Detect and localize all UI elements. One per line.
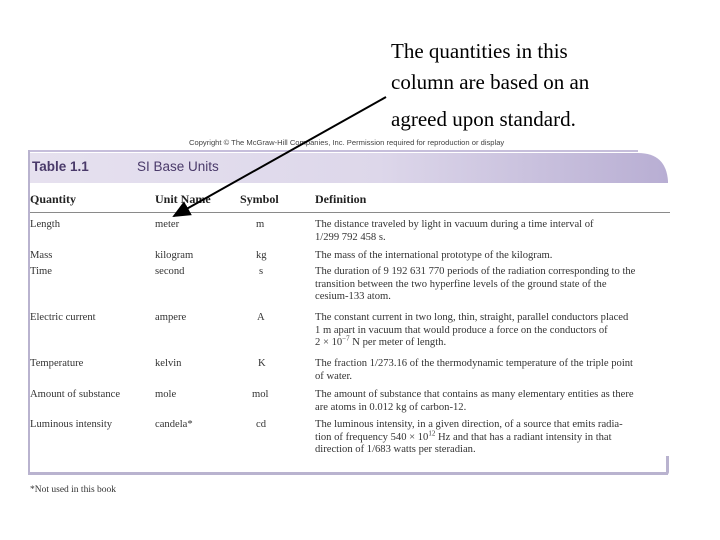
cell-symbol: kg xyxy=(256,250,267,261)
definition-line: of water. xyxy=(315,370,353,382)
cell-quantity: Temperature xyxy=(30,358,84,369)
callout-line-1: The quantities in this xyxy=(391,39,568,63)
cell-symbol: m xyxy=(256,219,265,230)
definition-line: 1 m apart in vacuum that would produce a force on the conductors of xyxy=(315,324,608,336)
callout-line-3: agreed upon standard. xyxy=(391,107,576,131)
cell-unit: kelvin xyxy=(155,358,182,369)
definition-line: The distance traveled by light in vacuum during a time interval of xyxy=(315,219,594,230)
copyright-notice: Copyright © The McGraw-Hill Companies, Inc. Permission required for reproduction or display xyxy=(189,138,505,147)
cell-unit: ampere xyxy=(155,312,187,323)
definition-line: The duration of 9 192 631 770 periods of the radiation corresponding to the xyxy=(315,266,636,277)
cell-symbol: cd xyxy=(256,419,266,430)
column-header-quantity: Quantity xyxy=(30,192,77,206)
cell-unit: candela* xyxy=(155,419,193,430)
cell-quantity: Luminous intensity xyxy=(30,419,113,430)
cell-unit: meter xyxy=(155,219,180,230)
cell-quantity: Mass xyxy=(30,250,53,261)
footnote: *Not used in this book xyxy=(30,485,117,495)
cell-unit: second xyxy=(155,266,185,277)
definition-line: The fraction 1/273.16 of the thermodynamic temperature of the triple point xyxy=(315,358,634,369)
definition-line: The amount of substance that contains as many elementary entities as there xyxy=(315,389,634,400)
definition-line: 1/299 792 458 s. xyxy=(315,231,386,243)
column-header-symbol: Symbol xyxy=(240,192,279,206)
cell-symbol: K xyxy=(258,358,266,369)
definition-line: $2 \times 10^{-7}$ N per meter of length. xyxy=(315,334,447,349)
cell-quantity: Amount of substance xyxy=(30,389,121,400)
table-title: SI Base Units xyxy=(137,159,219,174)
callout-line-2: column are based on an xyxy=(391,70,590,94)
cell-quantity: Length xyxy=(30,219,61,230)
cell-quantity: Time xyxy=(30,266,52,277)
cell-unit: kilogram xyxy=(155,250,194,261)
definition-line: are atoms in 0.012 kg of carbon-12. xyxy=(315,401,467,413)
definition-line: The luminous intensity, in a given direction, of a source that emits radia- xyxy=(315,419,623,430)
cell-symbol: s xyxy=(259,266,264,277)
table-number: Table 1.1 xyxy=(32,159,89,174)
column-header-definition: Definition xyxy=(315,192,367,206)
definition-line: tion of frequency $540 \times 10^{12}$ Hz and that has a radiant intensity in that xyxy=(315,429,612,443)
cell-unit: mole xyxy=(155,389,177,400)
cell-symbol: mol xyxy=(252,389,269,400)
column-header-unit-name: Unit Name xyxy=(155,192,211,206)
definition-line: direction of 1/683 watts per steradian. xyxy=(315,444,476,456)
definition-line: The mass of the international prototype of the kilogram. xyxy=(315,250,553,261)
definition-line: The constant current in two long, thin, straight, parallel conductors placed xyxy=(315,312,629,323)
definition-line: transition between the two hyperfine levels of the ground state of the xyxy=(315,278,607,290)
cell-quantity: Electric current xyxy=(30,312,96,323)
cell-symbol: A xyxy=(257,312,265,323)
definition-line: cesium-133 atom. xyxy=(315,291,391,303)
